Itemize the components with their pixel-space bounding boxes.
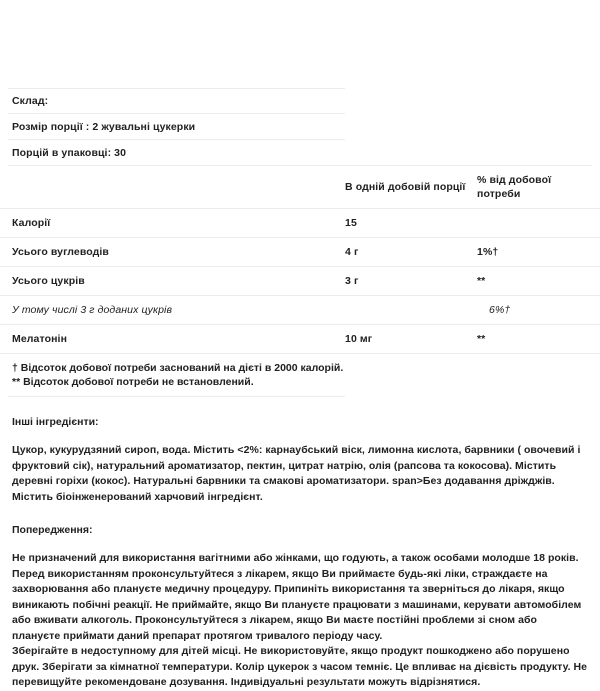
column-header-nutrient bbox=[0, 166, 345, 209]
table-row bbox=[0, 209, 600, 238]
nutrient-amount: 4 г bbox=[345, 238, 477, 267]
column-header-daily-value: % від добової потреби bbox=[477, 166, 600, 209]
nutrient-amount: 10 мг bbox=[345, 325, 477, 354]
table-row bbox=[0, 267, 600, 296]
warnings-title: Попередження: bbox=[12, 524, 93, 536]
table-header-row bbox=[0, 166, 600, 209]
table-row bbox=[0, 296, 600, 325]
warnings-paragraph-2: Зберігайте в недоступному для дітей місці. Не використовуйте, якщо продукт пошкоджено або порушено друк. Зберігати за кімнатної температури. Колір цукерок з часом темніє. Це впливає на дієвість продукту. Не перевищуйте рекомендоване дозування. Індивідуальні результати можуть відрізнятися. bbox=[12, 645, 588, 688]
nutrient-name: Усього вуглеводів bbox=[0, 238, 345, 267]
nutrient-amount: 3 г bbox=[345, 267, 477, 296]
nutrient-daily-value: 1%† bbox=[477, 238, 600, 267]
composition-label: Склад: bbox=[0, 88, 600, 114]
servings-per-container-row: Порцій в упаковці: 30 bbox=[0, 140, 600, 166]
nutrition-table-head bbox=[0, 166, 600, 209]
nutrient-daily-value bbox=[477, 209, 600, 238]
serving-size-row: Розмір порції : 2 жувальні цукерки bbox=[0, 114, 600, 140]
footnotes bbox=[0, 354, 600, 397]
footnote-dagger: † Відсоток добової потреби заснований на дієті в 2000 калорій. bbox=[12, 362, 344, 374]
nutrition-table bbox=[0, 166, 600, 354]
nutrition-table-body bbox=[0, 209, 600, 354]
table-row bbox=[0, 325, 600, 354]
warnings-paragraph-1: Не призначений для використання вагітними або жінками, що годують, а також особами молодше 18 років. Перед використанням проконсультуйтеся з лікарем, якщо Ви приймаєте будь-які ліки, страждаєте на захворювання або плануєте медичну процедуру. Припиніть використання та зверніться до лікаря, якщо виникають побічні реакції. Не приймайте, якщо Ви плануєте працювати з машинами, керувати автомобілем або вживати алкоголь. Проконсультуйтеся з лікарем, якщо Ви маєте постійні проблеми зі сном або плануєте приймати даний препарат протягом тривалого періоду часу. bbox=[12, 552, 582, 642]
nutrient-amount bbox=[345, 296, 477, 325]
nutrient-name: Усього цукрів bbox=[0, 267, 345, 296]
nutrient-daily-value: 6%† bbox=[477, 296, 600, 325]
table-row bbox=[0, 238, 600, 267]
warnings-section bbox=[0, 523, 600, 691]
nutrient-name: У тому числі 3 г доданих цукрів bbox=[0, 296, 345, 325]
nutrient-daily-value: ** bbox=[477, 267, 600, 296]
other-ingredients-body: Цукор, кукурудзяний сироп, вода. Містить <2%: карнаубський віск, лимонна кислота, барвники ( овочевий і фруктовий сік), натуральний ароматизатор, пектин, цитрат натрію, олія (рапсова та кокосова). Містить деревні горіхи (кокос). Натуральні барвники та смакові ароматизатори. span>Без додавання дріжджів. Містить біоінженерований харчовий інгредієнт. bbox=[12, 444, 581, 503]
nutrient-name: Мелатонін bbox=[0, 325, 345, 354]
column-header-amount: В одній добовій порції bbox=[345, 166, 477, 209]
nutrient-name: Калорії bbox=[0, 209, 345, 238]
other-ingredients-title: Інші інгредієнти: bbox=[12, 416, 99, 428]
nutrient-daily-value: ** bbox=[477, 325, 600, 354]
nutrient-amount: 15 bbox=[345, 209, 477, 238]
footnote-double-asterisk: ** Відсоток добової потреби не встановлений. bbox=[12, 376, 254, 388]
warnings-body bbox=[12, 551, 588, 691]
other-ingredients-section bbox=[0, 415, 600, 505]
